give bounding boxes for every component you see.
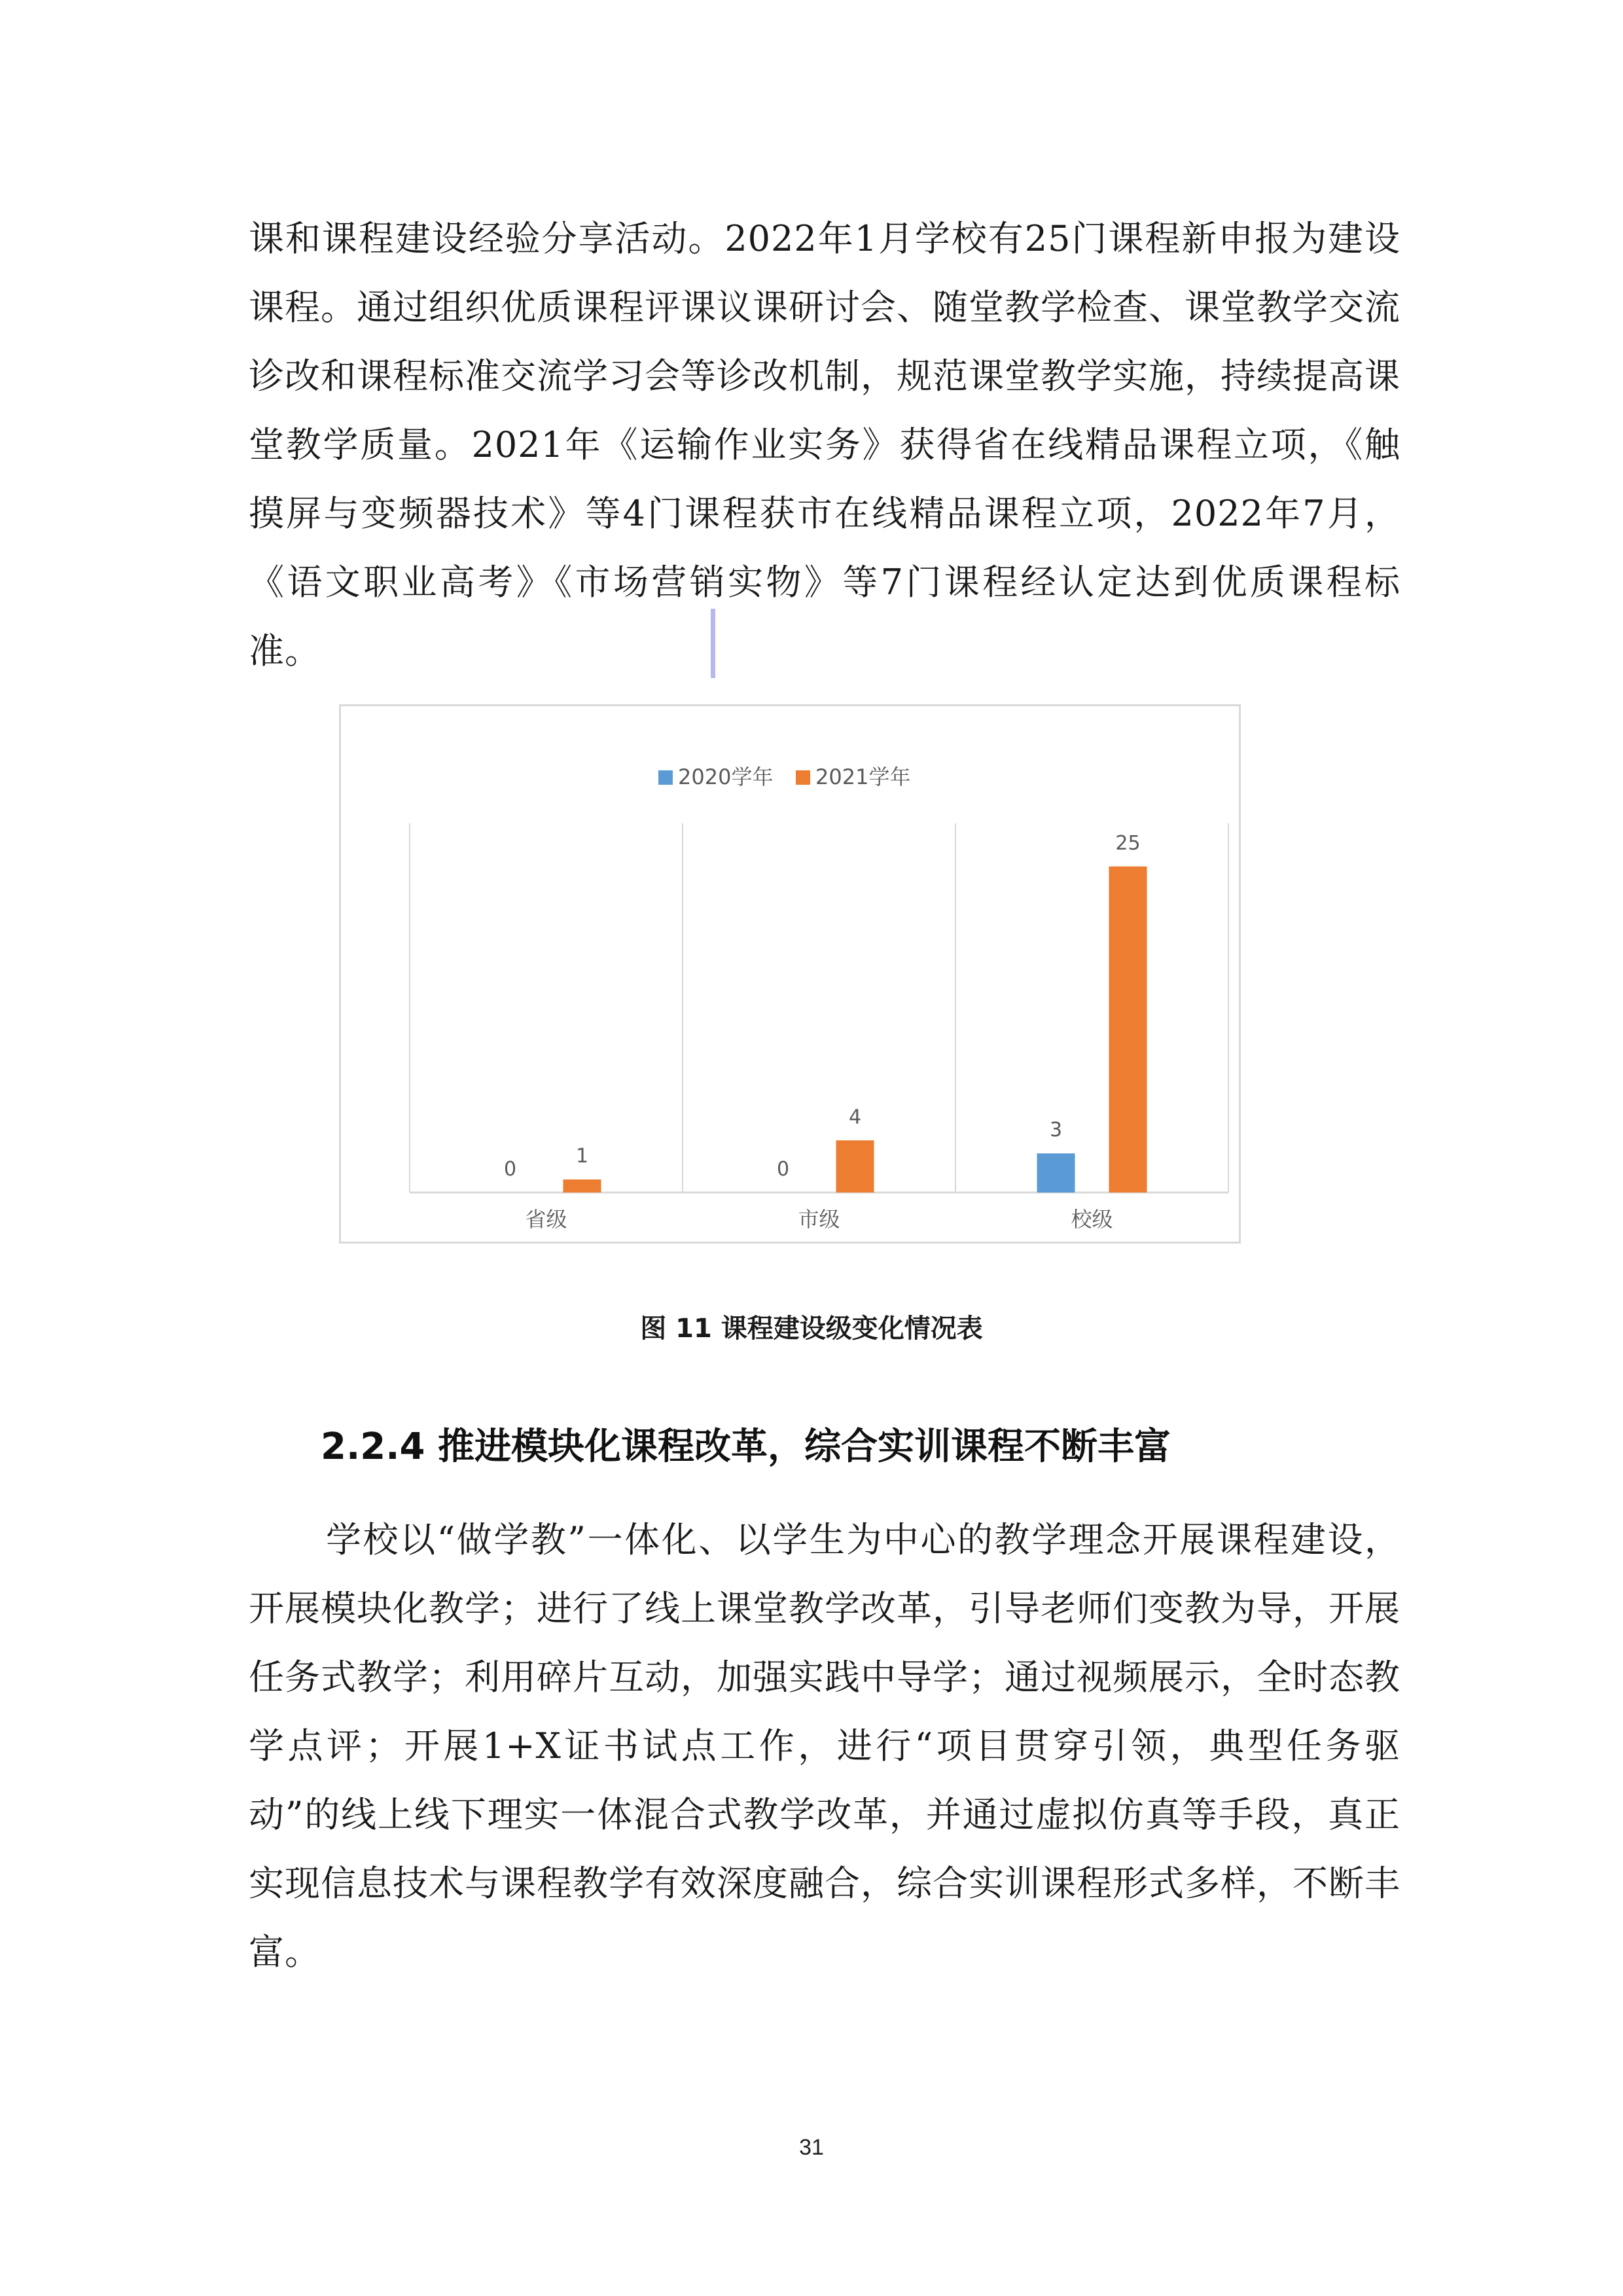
- page-number: 31: [799, 2135, 824, 2160]
- bar-校级-2020学年: [1037, 1153, 1075, 1193]
- x-tick-市级: 市级: [798, 1207, 840, 1232]
- course-level-chart: [339, 704, 1241, 1244]
- data-label-省级-2021学年: 1: [575, 1145, 589, 1168]
- body-paragraph-module-reform: 学校以“做学教”一体化、以学生为中心的教学理念开展课程建设，开展模块化教学；进行了线上课堂教学改革，引导老师们变教为导，开展任务式教学；利用碎片互动，加强实践中导学；通过视频展示，全时态教学点评；开展1+X证书试点工作，进行“项目贯穿引领，典型任务驱动”的线上线下理实一体混合式教学改革，并通过虚拟仿真等手段，真正实现信息技术与课程教学有效深度融合，综合实训课程形式多样，不断丰富。: [249, 1519, 1400, 1973]
- data-label-校级-2020学年: 3: [1049, 1119, 1063, 1142]
- x-tick-校级: 校级: [1071, 1207, 1113, 1232]
- x-tick-省级: 省级: [525, 1207, 567, 1232]
- body-paragraph-course-construction: 课和课程建设经验分享活动。2022年1月学校有25门课程新申报为建设课程。通过组织优质课程评课议课研讨会、随堂教学检查、课堂教学交流诊改和课程标准交流学习会等诊改机制，规范课堂教学实施，持续提高课堂教学质量。2021年《运输作业实务》获得省在线精品课程立项，《触摸屏与变频器技术》等4门课程获市在线精品课程立项，2022年7月，《语文职业高考》《市场营销实物》等7门课程经认定达到优质课程标准。: [249, 218, 1400, 672]
- x-axis-tick-labels: [525, 1207, 1113, 1232]
- data-labels: [504, 832, 1141, 1181]
- figure-caption: 图 11 课程建设级变化情况表: [640, 1314, 983, 1344]
- data-label-市级-2021学年: 4: [848, 1105, 862, 1129]
- data-label-校级-2021学年: 25: [1115, 831, 1141, 855]
- chart-canvas: [341, 706, 1239, 1242]
- text-cursor: [711, 609, 715, 678]
- section-heading: 2.2.4 推进模块化课程改革，综合实训课程不断丰富: [321, 1426, 1171, 1468]
- legend-label-2020学年: 2020学年: [678, 764, 774, 789]
- category-separators: [410, 823, 1228, 1193]
- bar-校级-2021学年: [1109, 867, 1147, 1193]
- data-label-市级-2020学年: 0: [776, 1158, 790, 1181]
- bar-group: [563, 867, 1147, 1193]
- chart-legend: [658, 764, 910, 789]
- legend-label-2021学年: 2021学年: [815, 764, 911, 789]
- legend-swatch-2021学年: [796, 770, 810, 785]
- bar-省级-2021学年: [563, 1179, 601, 1193]
- data-label-省级-2020学年: 0: [503, 1158, 517, 1181]
- legend-swatch-2020学年: [658, 770, 673, 785]
- bar-市级-2021学年: [836, 1140, 874, 1193]
